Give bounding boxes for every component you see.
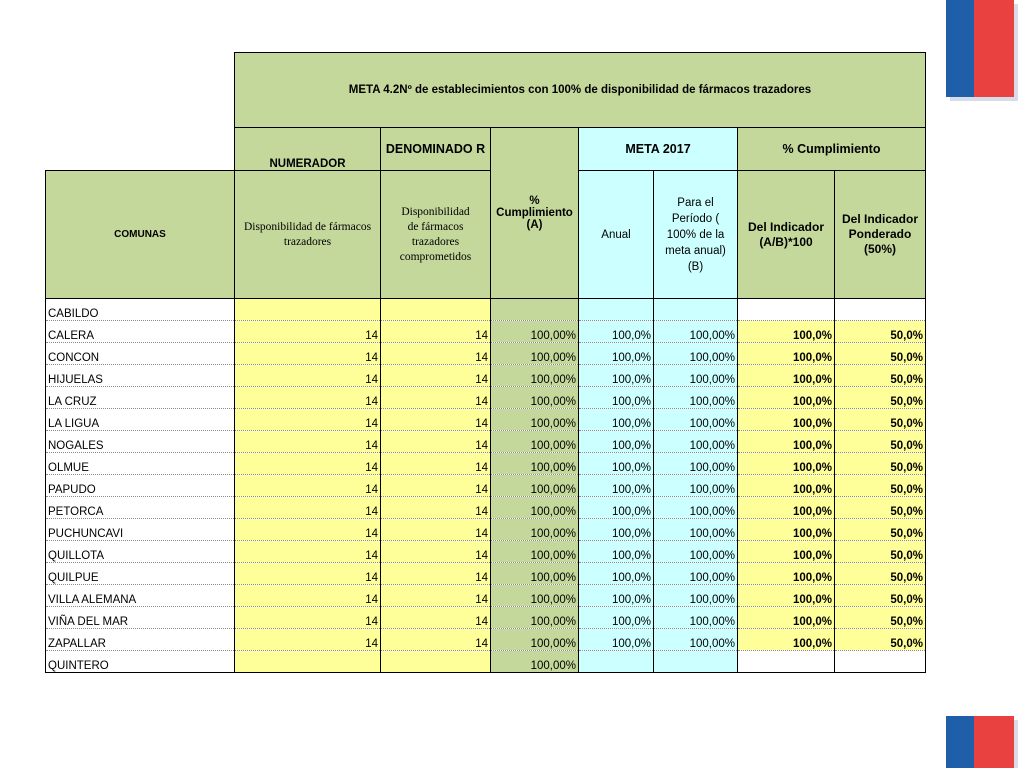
periodo-cell: 100,00%: [654, 431, 738, 453]
comuna-cell: PAPUDO: [46, 475, 235, 497]
table-row: [46, 563, 926, 585]
del-indicador-cell: 100,0%: [738, 497, 835, 519]
comuna-cell: VIÑA DEL MAR: [46, 607, 235, 629]
numerador-cell: 14: [235, 497, 381, 519]
cumplimiento-a-cell: 100,00%: [491, 431, 579, 453]
header-anual: Anual: [579, 171, 654, 299]
flag-blue-stripe: [946, 0, 974, 97]
del-indicador-ponderado-cell: 50,0%: [835, 519, 926, 541]
periodo-cell: 100,00%: [654, 365, 738, 387]
del-indicador-ponderado-cell: 50,0%: [835, 409, 926, 431]
table-row: [46, 387, 926, 409]
table-row: [46, 541, 926, 563]
del-indicador-cell: 100,0%: [738, 453, 835, 475]
numerador-cell: 14: [235, 629, 381, 651]
table-row: [46, 431, 926, 453]
numerador-cell: 14: [235, 563, 381, 585]
header-numerador-desc: Disponibilidad de fármacos trazadores: [235, 171, 381, 299]
header-denominador: DENOMINADO R: [381, 128, 491, 171]
del-indicador-ponderado-cell: 50,0%: [835, 365, 926, 387]
denominador-cell: [381, 651, 491, 673]
header-pct-cumplimiento-a: % Cumplimiento (A): [491, 128, 579, 299]
table-row: [46, 321, 926, 343]
table-row: [46, 607, 926, 629]
cumplimiento-a-cell: 100,00%: [491, 607, 579, 629]
del-indicador-cell: 100,0%: [738, 431, 835, 453]
cumplimiento-a-cell: 100,00%: [491, 343, 579, 365]
del-indicador-ponderado-cell: 50,0%: [835, 453, 926, 475]
anual-cell: [579, 651, 654, 673]
del-indicador-cell: 100,0%: [738, 563, 835, 585]
del-indicador-ponderado-cell: 50,0%: [835, 321, 926, 343]
denominador-cell: 14: [381, 519, 491, 541]
denominador-cell: 14: [381, 431, 491, 453]
numerador-cell: [235, 299, 381, 321]
table-row: [46, 629, 926, 651]
comuna-cell: NOGALES: [46, 431, 235, 453]
header-del-indicador-ponderado: Del Indicador Ponderado (50%): [835, 171, 926, 299]
comuna-cell: PETORCA: [46, 497, 235, 519]
numerador-cell: 14: [235, 541, 381, 563]
del-indicador-cell: 100,0%: [738, 321, 835, 343]
table-row: [46, 409, 926, 431]
denominador-cell: 14: [381, 453, 491, 475]
header-del-indicador: Del Indicador (A/B)*100: [738, 171, 835, 299]
cumplimiento-a-cell: 100,00%: [491, 387, 579, 409]
table-row: [46, 585, 926, 607]
anual-cell: 100,0%: [579, 321, 654, 343]
numerador-cell: 14: [235, 365, 381, 387]
periodo-cell: 100,00%: [654, 607, 738, 629]
denominador-cell: [381, 299, 491, 321]
del-indicador-ponderado-cell: 50,0%: [835, 497, 926, 519]
denominador-cell: 14: [381, 629, 491, 651]
periodo-cell: 100,00%: [654, 585, 738, 607]
table-row: [46, 343, 926, 365]
comuna-cell: PUCHUNCAVI: [46, 519, 235, 541]
numerador-cell: 14: [235, 519, 381, 541]
del-indicador-cell: 100,0%: [738, 519, 835, 541]
numerador-cell: 14: [235, 409, 381, 431]
del-indicador-ponderado-cell: [835, 299, 926, 321]
del-indicador-cell: 100,0%: [738, 585, 835, 607]
anual-cell: 100,0%: [579, 431, 654, 453]
anual-cell: 100,0%: [579, 365, 654, 387]
table-row: [46, 651, 926, 673]
del-indicador-cell: 100,0%: [738, 343, 835, 365]
anual-cell: 100,0%: [579, 343, 654, 365]
comuna-cell: QUILPUE: [46, 563, 235, 585]
flag-red-stripe: [974, 716, 1014, 768]
del-indicador-cell: 100,0%: [738, 365, 835, 387]
table-row: [46, 453, 926, 475]
denominador-cell: 14: [381, 409, 491, 431]
denominador-cell: 14: [381, 343, 491, 365]
cumplimiento-a-cell: 100,00%: [491, 497, 579, 519]
comuna-cell: ZAPALLAR: [46, 629, 235, 651]
numerador-cell: 14: [235, 387, 381, 409]
flag-red-stripe: [974, 0, 1014, 97]
numerador-cell: 14: [235, 607, 381, 629]
flag-blue-stripe: [946, 716, 974, 768]
flag-logo-top: [946, 0, 1014, 97]
header-comunas: COMUNAS: [46, 171, 235, 299]
denominador-cell: 14: [381, 541, 491, 563]
cumplimiento-a-cell: 100,00%: [491, 321, 579, 343]
periodo-cell: 100,00%: [654, 343, 738, 365]
anual-cell: 100,0%: [579, 387, 654, 409]
denominador-cell: 14: [381, 321, 491, 343]
cumplimiento-a-cell: 100,00%: [491, 453, 579, 475]
flag-logo-bottom: [946, 716, 1014, 768]
comuna-cell: QUILLOTA: [46, 541, 235, 563]
numerador-cell: 14: [235, 321, 381, 343]
comuna-cell: LA CRUZ: [46, 387, 235, 409]
title-row: [46, 53, 926, 128]
comuna-cell: VILLA ALEMANA: [46, 585, 235, 607]
periodo-cell: 100,00%: [654, 519, 738, 541]
header-periodo: Para el Período ( 100% de la meta anual) (B): [654, 171, 738, 299]
anual-cell: [579, 299, 654, 321]
del-indicador-cell: 100,0%: [738, 541, 835, 563]
denominador-cell: 14: [381, 365, 491, 387]
meta-table: [45, 52, 926, 673]
cumplimiento-a-cell: 100,00%: [491, 541, 579, 563]
comuna-cell: HIJUELAS: [46, 365, 235, 387]
header-pct-cumplimiento: % Cumplimiento: [738, 128, 926, 171]
del-indicador-ponderado-cell: 50,0%: [835, 585, 926, 607]
del-indicador-cell: 100,0%: [738, 409, 835, 431]
comuna-cell: CALERA: [46, 321, 235, 343]
denominador-cell: 14: [381, 585, 491, 607]
del-indicador-cell: [738, 651, 835, 673]
periodo-cell: 100,00%: [654, 563, 738, 585]
del-indicador-ponderado-cell: 50,0%: [835, 343, 926, 365]
table-title: META 4.2Nº de establecimientos con 100% de disponibilidad de fármacos trazadores: [235, 53, 926, 128]
periodo-cell: 100,00%: [654, 541, 738, 563]
del-indicador-cell: 100,0%: [738, 475, 835, 497]
cumplimiento-a-cell: 100,00%: [491, 651, 579, 673]
table-row: [46, 299, 926, 321]
table-row: [46, 365, 926, 387]
cumplimiento-a-cell: 100,00%: [491, 519, 579, 541]
periodo-cell: 100,00%: [654, 409, 738, 431]
del-indicador-cell: 100,0%: [738, 607, 835, 629]
header-row-2: [46, 171, 926, 299]
denominador-cell: 14: [381, 563, 491, 585]
table-row: [46, 475, 926, 497]
cumplimiento-a-cell: [491, 299, 579, 321]
cumplimiento-a-cell: 100,00%: [491, 409, 579, 431]
header-row-1: [46, 128, 926, 171]
periodo-cell: 100,00%: [654, 321, 738, 343]
del-indicador-ponderado-cell: 50,0%: [835, 629, 926, 651]
header-denominador-desc: Disponibilidad de fármacos trazadores comprometidos: [381, 171, 491, 299]
numerador-cell: 14: [235, 343, 381, 365]
numerador-cell: 14: [235, 475, 381, 497]
anual-cell: 100,0%: [579, 629, 654, 651]
anual-cell: 100,0%: [579, 475, 654, 497]
comuna-cell: CONCON: [46, 343, 235, 365]
periodo-cell: [654, 651, 738, 673]
periodo-cell: 100,00%: [654, 387, 738, 409]
del-indicador-ponderado-cell: 50,0%: [835, 563, 926, 585]
cumplimiento-a-cell: 100,00%: [491, 585, 579, 607]
del-indicador-ponderado-cell: 50,0%: [835, 431, 926, 453]
anual-cell: 100,0%: [579, 607, 654, 629]
comuna-cell: OLMUE: [46, 453, 235, 475]
periodo-cell: 100,00%: [654, 453, 738, 475]
comuna-cell: QUINTERO: [46, 651, 235, 673]
denominador-cell: 14: [381, 607, 491, 629]
del-indicador-ponderado-cell: 50,0%: [835, 387, 926, 409]
cumplimiento-a-cell: 100,00%: [491, 563, 579, 585]
periodo-cell: 100,00%: [654, 629, 738, 651]
numerador-cell: [235, 651, 381, 673]
table-row: [46, 497, 926, 519]
denominador-cell: 14: [381, 497, 491, 519]
cumplimiento-a-cell: 100,00%: [491, 365, 579, 387]
table-row: [46, 519, 926, 541]
numerador-cell: 14: [235, 453, 381, 475]
periodo-cell: 100,00%: [654, 497, 738, 519]
del-indicador-cell: 100,0%: [738, 387, 835, 409]
comuna-cell: LA LIGUA: [46, 409, 235, 431]
anual-cell: 100,0%: [579, 453, 654, 475]
numerador-cell: 14: [235, 585, 381, 607]
cumplimiento-a-cell: 100,00%: [491, 475, 579, 497]
del-indicador-ponderado-cell: 50,0%: [835, 541, 926, 563]
anual-cell: 100,0%: [579, 497, 654, 519]
del-indicador-cell: [738, 299, 835, 321]
del-indicador-ponderado-cell: [835, 651, 926, 673]
header-numerador: NUMERADOR: [235, 128, 381, 171]
denominador-cell: 14: [381, 387, 491, 409]
comuna-cell: CABILDO: [46, 299, 235, 321]
header-meta-2017: META 2017: [579, 128, 738, 171]
cumplimiento-a-cell: 100,00%: [491, 629, 579, 651]
anual-cell: 100,0%: [579, 563, 654, 585]
anual-cell: 100,0%: [579, 409, 654, 431]
anual-cell: 100,0%: [579, 519, 654, 541]
anual-cell: 100,0%: [579, 541, 654, 563]
anual-cell: 100,0%: [579, 585, 654, 607]
numerador-cell: 14: [235, 431, 381, 453]
periodo-cell: 100,00%: [654, 475, 738, 497]
del-indicador-ponderado-cell: 50,0%: [835, 475, 926, 497]
denominador-cell: 14: [381, 475, 491, 497]
del-indicador-cell: 100,0%: [738, 629, 835, 651]
periodo-cell: [654, 299, 738, 321]
del-indicador-ponderado-cell: 50,0%: [835, 607, 926, 629]
